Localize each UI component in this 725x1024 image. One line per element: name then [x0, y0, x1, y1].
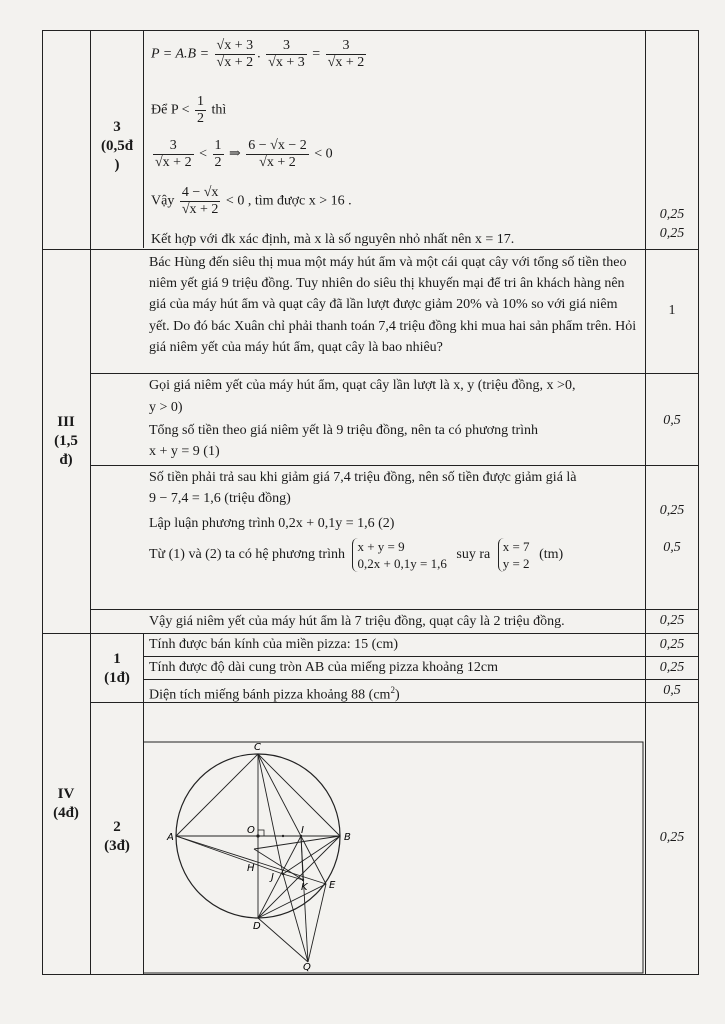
point-label: H [247, 863, 255, 874]
point-label: E [329, 880, 336, 891]
part3-number: 3 [113, 119, 121, 135]
row-text: Tính được độ dài cung tròn AB của miếng pizza khoảng 12cm [149, 660, 498, 675]
section-iv-roman: IV [57, 786, 75, 802]
part-iv-2-points: (3đ) [104, 838, 130, 854]
step2-line: Lập luận phương trình 0,2x + 0,1y = 1,6 (2) [149, 516, 395, 531]
part-iv-2-number: 2 [113, 819, 121, 835]
fraction: $\frac{3}{√x + 2}$ [155, 138, 192, 170]
point-label: D [253, 921, 261, 932]
fraction: $\frac{6 - √x - 2}{√x + 2}$ [248, 138, 307, 170]
section-iv-label [43, 785, 89, 823]
figure-frame [143, 742, 643, 973]
part3-points: (0,5đ [100, 138, 134, 154]
score: 0,25 [659, 830, 685, 845]
problem-text: Bác Hùng đến siêu thị mua một máy hút ẩm và một cái quạt cây với tổng số tiền theo niêm yết giá 9 triệu đồng. Tuy nhiên do siêu thị khuyến mại để tri ân khách hàng nên giá của máy hút ẩm và quạt cây đã lần lượt được giảm 20% và 10% so với giá niêm yết. Do đó bác Xuân chỉ phải thanh toán 7,4 triệu đồng khi mua hai sản phẩm trên. Hỏi giá niêm yết của máy hút ẩm, quạt cây là bao nhiêu? [149, 255, 637, 355]
step1-line: Gọi giá niêm yết của máy hút ẩm, quạt cây lần lượt là x, y (triệu đồng, x >0, [149, 378, 576, 393]
score: 0,25 [659, 226, 685, 241]
section-iii-unit: đ) [59, 452, 73, 468]
fraction: $\frac{1}{2}$ [197, 94, 204, 126]
part3-paren: ) [114, 157, 120, 173]
inequality-line: $\frac{3}{√x + 2}$ < $\frac{1}{2}$ ⇒ $\frac{6 - √x - 2}{√x + 2}$ < 0 [155, 138, 333, 170]
fraction: $\frac{3}{√x + 2}$ [327, 38, 365, 70]
point-label: K [301, 882, 308, 893]
step1-equation: x + y = 9 (1) [149, 444, 220, 459]
fraction: $\frac{√x + 3}{√x + 2}$ [216, 38, 254, 70]
point-label: B [344, 832, 351, 843]
condition-line: Để P < $\frac{1}{2}$ thì [151, 94, 227, 126]
point-label: Q [303, 962, 311, 973]
fraction: $\frac{3}{√x + 3}$ [268, 38, 305, 70]
score: 0,25 [659, 207, 685, 222]
section-iii-roman: III [57, 414, 75, 430]
part-iv-2-label [92, 818, 142, 856]
point-label: I [301, 825, 304, 836]
part3-label [92, 118, 142, 175]
part-iv-1-label [92, 650, 142, 688]
score: 1 [668, 303, 676, 318]
point-label: J [271, 872, 274, 883]
score: 0,25 [659, 503, 685, 518]
score: 0,25 [659, 613, 685, 628]
part-iv-1-points: (1đ) [104, 670, 130, 686]
system-brace: x = 7 y = 2 [498, 538, 530, 572]
score: 0,25 [659, 660, 685, 675]
system-line: Từ (1) và (2) ta có hệ phương trình x + y = 9 0,2x + 0,1y = 1,6 suy ra x = 7 y = 2 (tm) [149, 539, 564, 571]
section-iii-label [43, 413, 89, 470]
point-label: A [167, 832, 174, 843]
figure-points [256, 834, 304, 881]
step2-line: Số tiền phải trả sau khi giảm giá 7,4 triệu đồng, nên số tiền được giảm giá là [149, 470, 577, 485]
score: 0,5 [663, 413, 681, 428]
point-label: O [247, 825, 255, 836]
step1-line: Tổng số tiền theo giá niêm yết là 9 triệu đồng, nên ta có phương trình [149, 423, 539, 438]
step2-line: 9 − 7,4 = 1,6 (triệu đồng) [149, 491, 291, 506]
section-iii-points: (1,5 [54, 433, 78, 449]
section-iv-points: (4đ) [53, 805, 79, 821]
conclusion-inequality: Vậy $\frac{4 - √x}{√x + 2}$ < 0 , tìm được x > 16 . [151, 185, 352, 217]
row-text: Tính được bán kính của miền pizza: 15 (cm) [149, 637, 399, 652]
score: 0,5 [663, 683, 681, 698]
p-equation: P = A.B = $\frac{√x + 3}{√x + 2}$ . $\frac{3}{√x + 3}$ = $\frac{3}{√x + 2}$ [151, 38, 365, 70]
score: 0,25 [659, 637, 685, 652]
fraction: $\frac{4 - √x}{√x + 2}$ [181, 185, 219, 217]
step1-line: y > 0) [149, 400, 183, 415]
row-text: Diện tích miếng bánh pizza khoảng 88 $(cm^2)$ [149, 685, 400, 703]
score: 0,5 [663, 540, 681, 555]
system-brace: x + y = 9 0,2x + 0,1y = 1,6 [352, 538, 446, 572]
fraction: $\frac{1}{2}$ [214, 138, 222, 170]
part-iv-1-number: 1 [113, 651, 121, 667]
part3-conclusion: Kết hợp với đk xác định, mà x là số nguyên nhỏ nhất nên x = 17. [151, 232, 515, 247]
geometry-figure [143, 702, 645, 974]
point-label: C [254, 742, 261, 753]
answer-line: Vậy giá niêm yết của máy hút ẩm là 7 triệu đồng, quạt cây là 2 triệu đồng. [149, 614, 565, 629]
